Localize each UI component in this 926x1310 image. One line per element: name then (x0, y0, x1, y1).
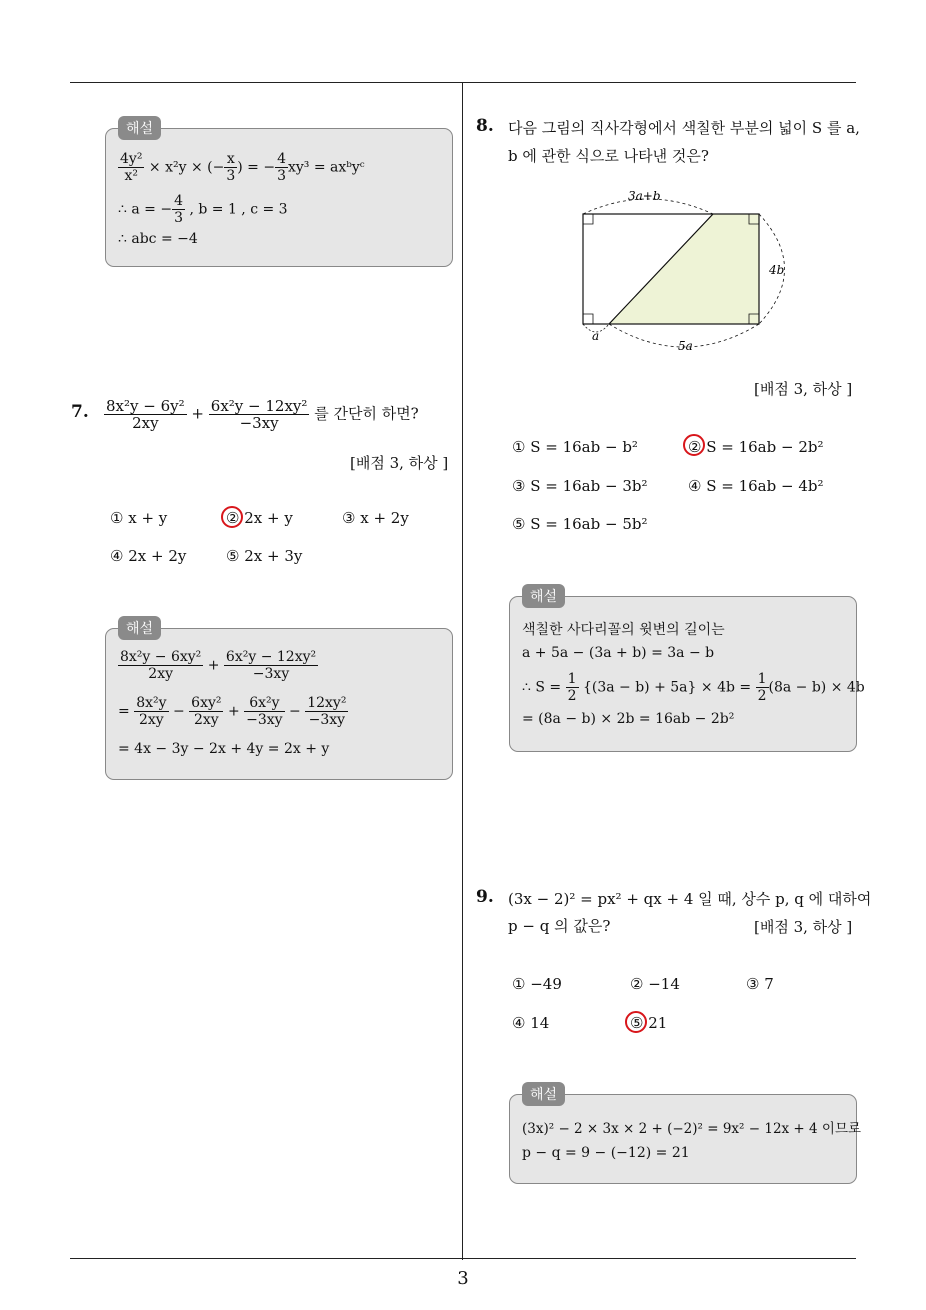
q7-meta: [배점 3, 하상 ] (350, 454, 449, 472)
q9-answer-mark (625, 1011, 647, 1033)
q9-option-5[interactable]: ⑤ 21 (630, 1014, 668, 1032)
q8-right-angle-tl (583, 214, 593, 224)
q8-label-right: 4b (769, 263, 785, 277)
q7-solution-tag: 해설 (118, 616, 161, 640)
q9-number: 9. (476, 887, 494, 907)
q7-sol-frac5: $\frac{\text{6x²y}}{-3xy}$ (246, 695, 283, 728)
q8-meta: [배점 3, 하상 ] (754, 380, 853, 398)
q8-right-angle-bl (583, 314, 593, 324)
q8-option-4[interactable]: ④ S = 16ab − 4b² (688, 477, 824, 495)
q7-sol-frac6: $\frac{\text{12xy²}}{-3xy}$ (307, 695, 347, 728)
q6-solution-box (105, 128, 453, 267)
q7-answer-mark (221, 506, 243, 528)
q8-solution-tag: 해설 (522, 584, 565, 608)
q7-sol-line3: = 4x − 3y − 2x + 4y = 2x + y (118, 741, 330, 757)
q8-shaded-trapezoid (609, 214, 759, 324)
q6-sol-line2: ∴ a = − $\frac{4}{3}$ , b = 1 , c = 3 (118, 193, 288, 226)
q7-sol-frac2: $\frac{\text{6x²y − 12xy²}}{-3xy}$ (225, 649, 317, 682)
q7-option-4[interactable]: ④ 2x + 2y (110, 547, 187, 565)
q8-sol-half1: $\frac{1}{2}$ (567, 671, 577, 704)
q7-number: 7. (71, 402, 89, 422)
q7-frac-b: $\frac{\text{6x²y − 12xy²}}{-3xy}$ (210, 397, 308, 432)
q9-sol-line1: (3x)² − 2 × 3x × 2 + (−2)² = 9x² − 12x + 4 이므로 (522, 1121, 862, 1137)
q7-option-3[interactable]: ③ x + 2y (342, 509, 409, 527)
q7-frac-a: $\frac{\text{8x²y − 6y²}}{2xy}$ (106, 397, 185, 432)
q8-sol-half2: $\frac{1}{2}$ (757, 671, 767, 704)
q8-label-top: 3a+b (628, 189, 661, 203)
q9-option-1[interactable]: ① −49 (512, 975, 562, 993)
q9-solution-tag: 해설 (522, 1082, 565, 1106)
q7-sol-frac4: $\frac{\text{6xy²}}{2xy}$ (191, 695, 222, 728)
q9-question-line2: p − q 의 값은? (508, 917, 611, 935)
q8-sol-line2: a + 5a − (3a + b) = 3a − b (522, 645, 715, 661)
q9-solution-box (509, 1094, 862, 1184)
q7-sol-line2: = $\frac{\text{8x²y}}{2xy}$ − $\frac{\text{6xy²}}{2xy}$ + $\frac{\text{6x²y}}{-3xy}$ − $\frac{\text{12xy²}}{-3xy}$ (118, 695, 347, 728)
q7-question: $\frac{\text{8x²y − 6y²}}{2xy}$ + $\frac{\text{6x²y − 12xy²}}{-3xy}$ 를 간단히 하면? (106, 397, 419, 432)
q6-frac1: $\frac{\text{4y²}}{\text{x²}}$ (120, 151, 143, 184)
q6-sol-line1: $\frac{\text{4y²}}{\text{x²}}$ × x²y × (− $\frac{x}{3}$ ) = − $\frac{4}{3}$ xy³ = axᵇyᶜ (120, 151, 365, 184)
q8-rectangle-figure (560, 180, 800, 360)
q7-sol-line1: $\frac{\text{8x²y − 6xy²}}{2xy}$ + $\frac{\text{6x²y − 12xy²}}{-3xy}$ (120, 649, 317, 682)
page-number: 3 (457, 1268, 469, 1289)
q8-question-line2: b 에 관한 식으로 나타낸 것은? (508, 147, 709, 165)
column-divider (462, 83, 463, 1260)
q8-solution-box (509, 596, 865, 752)
q8-option-2[interactable]: ② S = 16ab − 2b² (688, 438, 824, 456)
q6-solution-tag: 해설 (118, 116, 161, 140)
q7-option-1[interactable]: ① x + y (110, 509, 168, 527)
q7-solution-box (105, 628, 453, 780)
top-rule (70, 82, 856, 83)
q9-question-line1: (3x − 2)² = px² + qx + 4 일 때, 상수 p, q 에 대하여 (508, 890, 872, 908)
q9-option-2[interactable]: ② −14 (630, 975, 680, 993)
q8-sol-line4: = (8a − b) × 2b = 16ab − 2b² (522, 711, 735, 727)
bottom-rule (70, 1258, 856, 1259)
q7-option-2[interactable]: ② 2x + y (226, 509, 293, 527)
q9-meta: [배점 3, 하상 ] (754, 918, 853, 936)
q8-answer-mark (683, 434, 705, 456)
q8-question-line1: 다음 그림의 직사각형에서 색칠한 부분의 넓이 S 를 a, (508, 119, 860, 137)
q6-frac2: $\frac{x}{3}$ (226, 151, 236, 184)
q9-option-3[interactable]: ③ 7 (746, 975, 774, 993)
q8-option-5[interactable]: ⑤ S = 16ab − 5b² (512, 515, 648, 533)
q8-option-1[interactable]: ① S = 16ab − b² (512, 438, 638, 456)
q8-option-3[interactable]: ③ S = 16ab − 3b² (512, 477, 648, 495)
q7-sol-frac1: $\frac{\text{8x²y − 6xy²}}{2xy}$ (120, 649, 202, 682)
q8-number: 8. (476, 116, 494, 136)
q6-frac3: $\frac{4}{3}$ (277, 151, 286, 184)
q7-option-5[interactable]: ⑤ 2x + 3y (226, 547, 303, 565)
q6-sol-line3: ∴ abc = −4 (118, 231, 198, 247)
q8-label-bottom: 5a (678, 339, 693, 353)
q8-label-a: a (592, 329, 600, 343)
q9-option-4[interactable]: ④ 14 (512, 1014, 550, 1032)
q8-sol-line1: 색칠한 사다리꼴의 윗변의 길이는 (522, 622, 725, 638)
q7-sol-frac3: $\frac{\text{8x²y}}{2xy}$ (136, 695, 167, 728)
q9-sol-line2: p − q = 9 − (−12) = 21 (522, 1145, 690, 1161)
q6-frac4: $\frac{4}{3}$ (174, 193, 183, 226)
q8-sol-line3: ∴ S = $\frac{1}{2}$ {(3a − b) + 5a} × 4b = $\frac{1}{2}$ (8a − b) × 4b (522, 671, 865, 704)
